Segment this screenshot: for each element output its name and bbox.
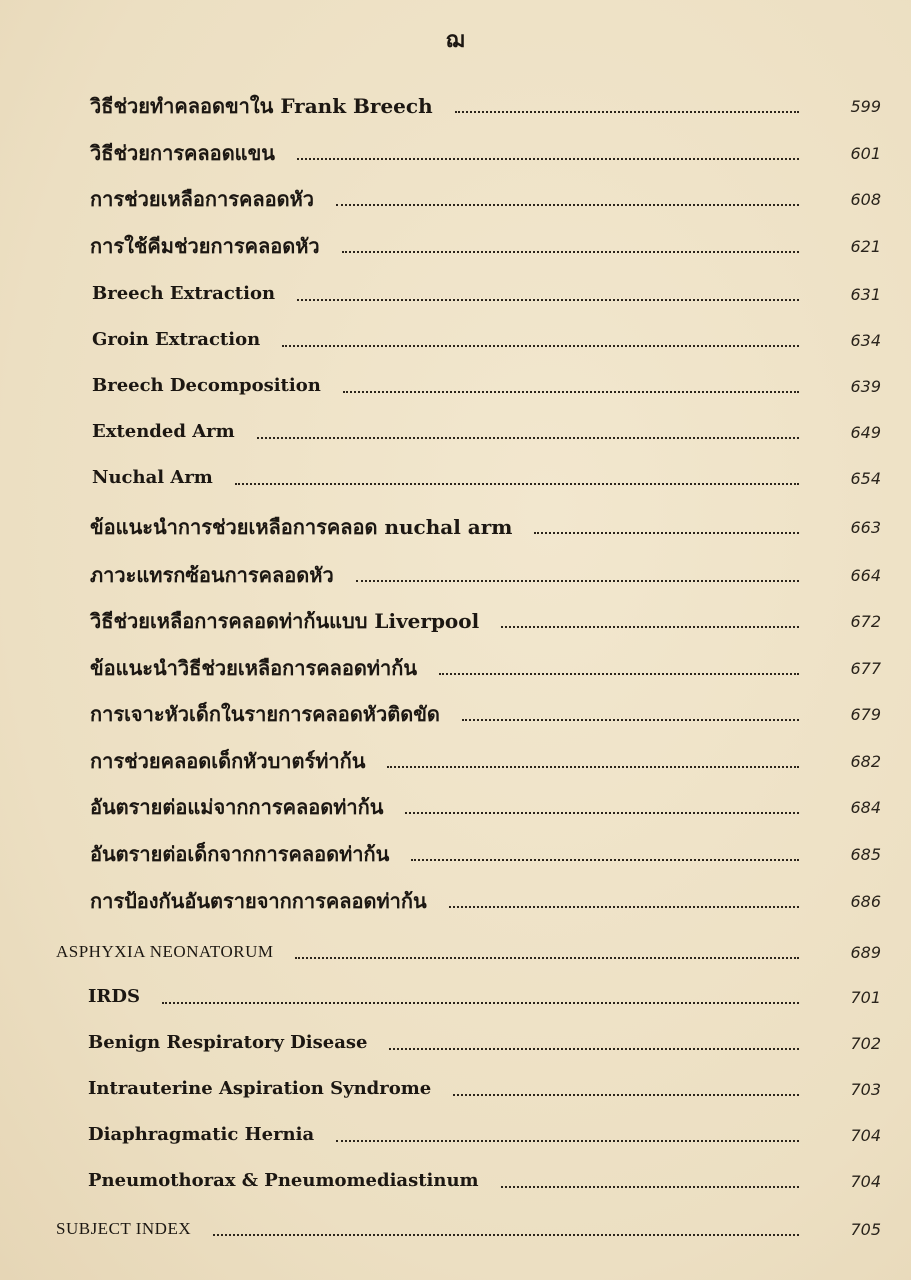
dot-leader <box>336 1140 799 1142</box>
dot-leader <box>439 673 799 675</box>
toc-title: Breech Decomposition <box>92 375 321 396</box>
toc-title: การช่วยเหลือการคลอดหัว <box>90 187 315 211</box>
toc-title: การช่วยคลอดเด็กหัวบาตร์ท่าก้น <box>90 749 366 773</box>
toc-page-number: 663 <box>850 518 881 537</box>
dot-leader <box>455 111 799 113</box>
toc-page-number: 677 <box>850 659 881 678</box>
toc-title: IRDS <box>88 986 140 1007</box>
toc-entry <box>0 599 911 633</box>
toc-title: Benign Respiratory Disease <box>88 1032 368 1053</box>
dot-leader <box>501 626 799 628</box>
dot-leader <box>295 957 799 959</box>
toc-title: Nuchal Arm <box>92 467 213 488</box>
dot-leader <box>462 719 799 721</box>
toc-entry <box>0 177 911 211</box>
toc-entry <box>0 1067 911 1101</box>
toc-page-number: 679 <box>850 705 881 724</box>
toc-page-number: 701 <box>850 988 881 1007</box>
dot-leader <box>342 251 799 253</box>
toc-page-number: 664 <box>850 566 881 585</box>
page-marker: ฌ <box>445 27 466 53</box>
toc-entry <box>0 785 911 819</box>
toc-entry <box>0 1021 911 1055</box>
dot-leader <box>411 859 799 861</box>
toc-title: ASPHYXIA NEONATORUM <box>56 942 274 961</box>
toc-title: อันตรายต่อเด็กจากการคลอดท่าก้น <box>90 842 390 866</box>
toc-entry <box>0 646 911 680</box>
toc-page-number: 639 <box>850 377 881 396</box>
toc-page-number: 702 <box>850 1034 881 1053</box>
toc-title: ข้อแนะนำการช่วยเหลือการคลอด nuchal arm <box>90 515 513 539</box>
toc-page-number: 621 <box>850 237 881 256</box>
toc-page-number: 705 <box>850 1220 881 1239</box>
toc-entry <box>0 505 911 539</box>
toc-page-number: 686 <box>850 892 881 911</box>
toc-entry <box>0 318 911 352</box>
dot-leader <box>343 391 799 393</box>
dot-leader <box>297 299 799 301</box>
toc-title: Extended Arm <box>92 421 235 442</box>
toc-page-number: 608 <box>850 190 881 209</box>
toc-page-number: 599 <box>850 97 881 116</box>
dot-leader <box>297 158 799 160</box>
toc-page-number: 703 <box>850 1080 881 1099</box>
toc-page-number: 682 <box>850 752 881 771</box>
dot-leader <box>356 580 799 582</box>
toc-entry <box>0 1113 911 1147</box>
toc-title: SUBJECT INDEX <box>56 1219 192 1238</box>
toc-entry <box>0 456 911 490</box>
dot-leader <box>235 483 799 485</box>
toc-page-number: 654 <box>850 469 881 488</box>
toc-page-number: 704 <box>850 1126 881 1145</box>
dot-leader <box>213 1234 799 1236</box>
toc-title: วิธีช่วยทำคลอดขาใน Frank Breech <box>90 94 433 118</box>
toc-page-number: 684 <box>850 798 881 817</box>
toc-title: อันตรายต่อแม่จากการคลอดท่าก้น <box>90 795 384 819</box>
toc-entry <box>0 224 911 258</box>
toc-entry <box>0 84 911 118</box>
dot-leader <box>389 1048 799 1050</box>
toc-entry <box>0 739 911 773</box>
toc-page-number: 634 <box>850 331 881 350</box>
toc-entry <box>0 364 911 398</box>
dot-leader <box>162 1002 799 1004</box>
toc-page-number: 704 <box>850 1172 881 1191</box>
dot-leader <box>336 204 799 206</box>
toc-title: Pneumothorax & Pneumomediastinum <box>88 1170 479 1191</box>
toc-entry <box>0 832 911 866</box>
toc-title: การใช้คีมช่วยการคลอดหัว <box>90 234 320 258</box>
toc-page-number: 685 <box>850 845 881 864</box>
toc-title: Groin Extraction <box>92 329 261 350</box>
toc-title: การป้องกันอันตรายจากการคลอดท่าก้น <box>90 889 427 913</box>
toc-title: Diaphragmatic Hernia <box>88 1124 315 1145</box>
toc-entry <box>0 975 911 1009</box>
toc-title: ข้อแนะนำวิธีช่วยเหลือการคลอดท่าก้น <box>90 656 418 680</box>
toc-title: Intrauterine Aspiration Syndrome <box>88 1078 432 1099</box>
toc-entry <box>0 692 911 726</box>
toc-page-number: 672 <box>850 612 881 631</box>
toc-entry <box>0 1159 911 1193</box>
dot-leader <box>257 437 799 439</box>
dot-leader <box>387 766 799 768</box>
dot-leader <box>453 1094 799 1096</box>
toc-entry <box>0 553 911 587</box>
toc-title: วิธีช่วยการคลอดแขน <box>90 141 275 165</box>
toc-entry <box>0 879 911 913</box>
toc-entry <box>0 1207 911 1241</box>
toc-page-number: 631 <box>850 285 881 304</box>
toc-page-number: 649 <box>850 423 881 442</box>
toc-title: วิธีช่วยเหลือการคลอดท่าก้นแบบ Liverpool <box>90 609 480 633</box>
toc-page-number: 689 <box>850 943 881 962</box>
dot-leader <box>405 812 799 814</box>
toc-title: Breech Extraction <box>92 283 276 304</box>
toc-entry <box>0 272 911 306</box>
toc-page-number: 601 <box>850 144 881 163</box>
dot-leader <box>501 1186 799 1188</box>
toc-title: การเจาะหัวเด็กในรายการคลอดหัวติดขัด <box>90 702 440 726</box>
toc-entry <box>0 410 911 444</box>
toc-entry <box>0 930 911 964</box>
dot-leader <box>449 906 799 908</box>
toc-title: ภาวะแทรกซ้อนการคลอดหัว <box>90 563 334 587</box>
toc-entry <box>0 131 911 165</box>
dot-leader <box>282 345 799 347</box>
dot-leader <box>534 532 799 534</box>
